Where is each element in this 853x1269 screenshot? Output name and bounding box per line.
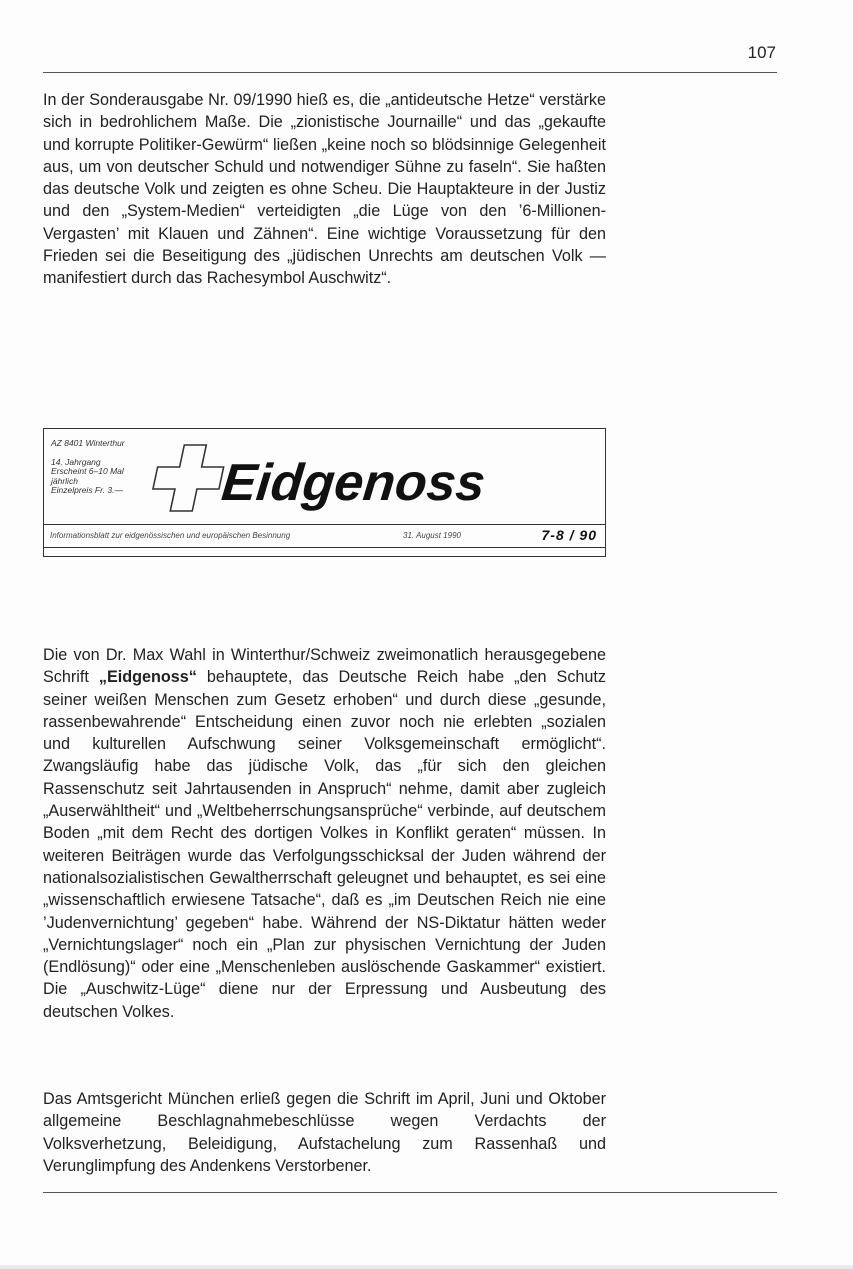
footer-rule [43, 1192, 777, 1193]
paragraph-2-intro: Die von Dr. Max Wahl in Winterthur/Schweiz zweimonatlich herausgegebene Schrift [43, 646, 606, 687]
paragraph-2-rest: behauptete, das Deutsche Reich habe „den Schutz seiner weißen Menschen zum Gesetz erhoben“ und durch diese „gesunde, rassenbewahrende“ Entscheidung einen zuvor noch nie erlebten „sozialen und kulturellen Aufschwung seiner Volksgemeinschaft ermöglicht“. Zwangsläufig habe das jüdische Volk, das „für sich den gleichen Rassenschutz seit Jahrtausenden in Anspruch“ nehme, damit aber zugleich „Auserwähltheit“ und „Weltbeherrschungsansprüche“ verbinde, auf deutschem Boden „mit dem Recht des dortigen Volkes in Konflikt geraten“ müssen. In weiteren Beiträgen wurde das Verfolgungsschicksal der Juden während der nationalsozialistischen Gewaltherrschaft geleugnet und behauptet, es sei eine „wissenschaftlich erwiesene Tatsache“, daß es „im Deutschen Reich nie eine ’Judenvernichtung’ gegeben“ habe. Während der NS-Diktatur hätten weder „Vernichtungslager“ noch ein „Plan zur physischen Vernichtung der Juden (Endlösung)“ oder eine „Menschenleben auslöschende Gaskammer“ existiert. Die „Auschwitz-Lüge“ diene nur der Erpressung und Ausbeutung des deutschen Volkes. [43, 668, 607, 1021]
scan-edge [0, 1265, 853, 1269]
header-rule [43, 72, 777, 73]
masthead-az: AZ 8401 Winterthur [51, 438, 125, 448]
masthead-issue: 7-8 / 90 [541, 527, 597, 543]
masthead-frame-bottom [44, 547, 605, 548]
paragraph-2-bold-title: „Eidgenoss“ [98, 668, 197, 687]
masthead-subtitle: Informationsblatt zur eidgenössischen und europäischen Besinnung [50, 531, 291, 540]
masthead-footer-line [50, 526, 597, 546]
masthead-date: 31. August 1990 [403, 531, 461, 540]
masthead-preis: Einzelpreis Fr. 3.— [51, 485, 123, 495]
masthead-divider [44, 524, 605, 525]
eidgenoss-masthead [43, 428, 606, 557]
paragraph-amtsgericht [43, 1088, 606, 1177]
paragraph-sonderausgabe [43, 89, 606, 290]
masthead-jahrgang: 14. Jahrgang [51, 456, 101, 467]
masthead-title: Eidgenoss [218, 454, 489, 512]
masthead-erscheint: Erscheint 6–10 Mal [51, 466, 124, 476]
paragraph-3-text: Das Amtsgericht München erließ gegen die Schrift im April, Juni und Oktober allgemeine Beschlagnahmebeschlüsse wegen Verdachts der Volksverhetzung, Beleidigung, Aufstachelung zum Rassenhaß und Verunglimpfung des Andenkens Verstorbener. [43, 1090, 606, 1175]
paragraph-1-text: In der Sonderausgabe Nr. 09/1990 hieß es, die „antideutsche Hetze“ verstärke sich in bedrohlichem Maße. Die „zionistische Journaille“ und das „gekaufte und korrupte Politiker-Gewürm“ ließen „keine noch so blödsinnige Gelegenheit aus, um von deutscher Schuld und notwendiger Sühne zu faseln“. Sie haßten das deutsche Volk und zeigten es ohne Scheu. Die Hauptakteure in der Justiz und den „System-Medien“ verteidigten „die Lüge von den ’6-Millionen-Vergasten’ mit Klauen und Zähnen“. Eine wichtige Voraussetzung für den Frieden sei die Beseitigung des „jüdischen Unrechts am deutschen Volk — manifestiert durch das Rachesymbol Auschwitz“. [43, 91, 606, 288]
paragraph-2-text [43, 644, 606, 1023]
page-number: 107 [747, 43, 776, 62]
masthead-jaehrlich: jährlich [51, 475, 78, 486]
paragraph-eidgenoss [43, 644, 606, 1023]
masthead-publication-info [51, 439, 151, 496]
swiss-cross-icon [146, 437, 228, 519]
